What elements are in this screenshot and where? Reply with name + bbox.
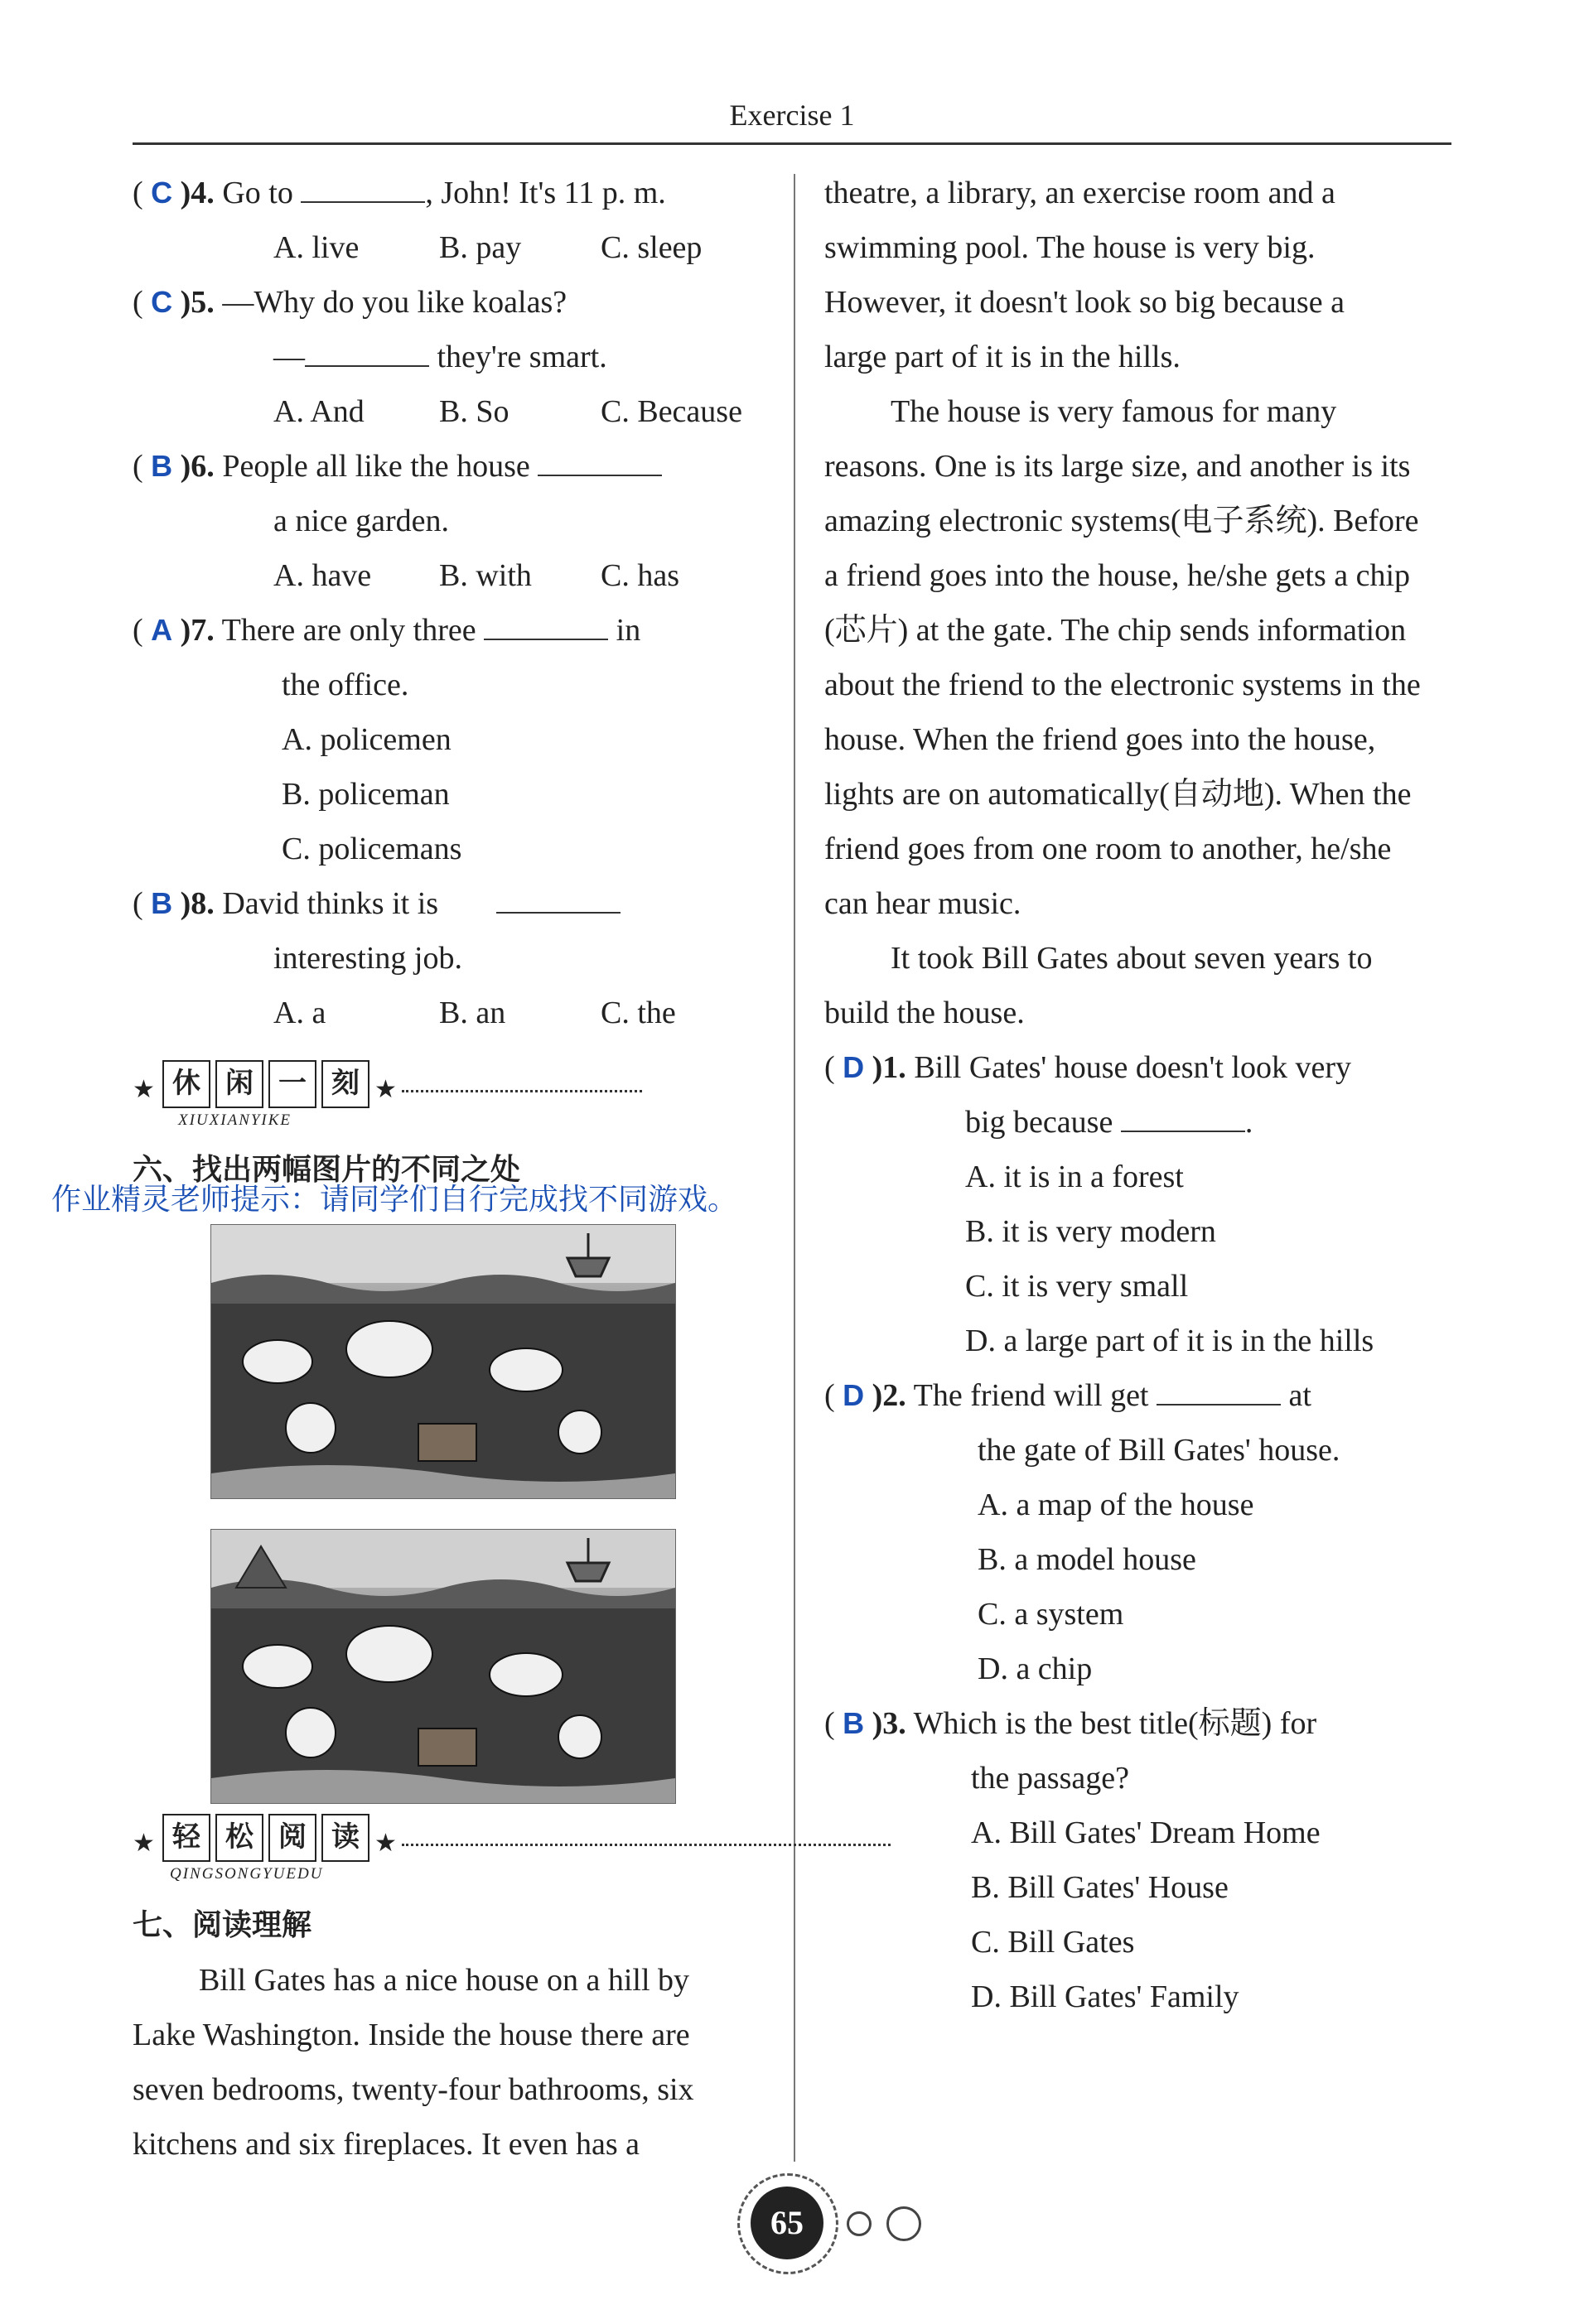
reading-question-1-stem: ( D )1. Bill Gates' house doesn't look very <box>824 1050 1351 1085</box>
question-8-stem: ( B )8. David thinks it is <box>133 885 621 923</box>
passage-line: seven bedrooms, twenty-four bathrooms, six <box>133 2072 694 2107</box>
passage-line: amazing electronic systems(电子系统). Before <box>824 504 1419 538</box>
question-6-stem: ( B )6. People all like the house <box>133 447 662 485</box>
question-6-options: A. have B. with C. has <box>273 558 679 593</box>
passage-line: lights are on automatically(自动地). When the <box>824 777 1412 812</box>
answer-mark: B <box>151 449 173 483</box>
star-icon: ★ <box>133 1075 155 1104</box>
page-header-title: Exercise 1 <box>729 99 855 132</box>
section-pinyin-reading: QINGSONGYUEDU <box>170 1865 324 1883</box>
answer-blank <box>1121 1106 1245 1132</box>
answer-blank <box>301 176 425 203</box>
passage-line: (芯片) at the gate. The chip sends information <box>824 613 1407 648</box>
answer-mark: A <box>151 613 173 647</box>
answer-mark: D <box>843 1378 865 1412</box>
star-icon: ★ <box>374 1829 397 1858</box>
reading-question-3-option-c: C. Bill Gates <box>971 1925 1135 1960</box>
passage-line: about the friend to the electronic systems in the <box>824 668 1421 702</box>
reading-question-3-stem-2: the passage? <box>971 1761 1129 1796</box>
question-7-stem: ( A )7. There are only three in <box>133 613 641 648</box>
question-8-stem-2: interesting job. <box>273 941 462 976</box>
column-divider <box>794 174 795 2162</box>
question-4-options: A. live B. pay C. sleep <box>273 230 703 265</box>
question-4-stem: ( C )4. Go to , John! It's 11 p. m. <box>133 176 666 210</box>
reading-question-1-option-b: B. it is very modern <box>965 1214 1216 1249</box>
star-icon: ★ <box>133 1829 155 1858</box>
section-badge-reading: ★ 轻 松 阅 读 ★ <box>133 1811 646 1868</box>
q6-heading: 六、找出两幅图片的不同之处 <box>133 1153 521 1187</box>
q7-heading: 七、阅读理解 <box>133 1908 312 1942</box>
passage-line: large part of it is in the hills. <box>824 340 1181 374</box>
passage-line: The house is very famous for many <box>891 394 1337 429</box>
header-rule <box>133 142 1451 145</box>
spot-difference-picture-1 <box>210 1224 676 1499</box>
answer-mark: B <box>151 886 173 920</box>
reading-question-3-option-d: D. Bill Gates' Family <box>971 1979 1239 2014</box>
passage-line: However, it doesn't look so big because a <box>824 285 1345 320</box>
question-5-stem-2: — they're smart. <box>273 340 607 374</box>
reading-question-2-option-a: A. a map of the house <box>978 1487 1254 1522</box>
reading-question-1-option-c: C. it is very small <box>965 1269 1189 1304</box>
passage-line: swimming pool. The house is very big. <box>824 230 1316 265</box>
answer-mark: D <box>843 1050 865 1084</box>
dotted-rule <box>402 1844 891 1846</box>
q6-teacher-note: 作业精灵老师提示：请同学们自行完成找不同游戏。 <box>51 1183 738 1217</box>
question-5-options: A. And B. So C. Because <box>273 394 742 429</box>
reading-question-2-option-c: C. a system <box>978 1597 1124 1632</box>
decorative-circle-large <box>886 2206 921 2241</box>
passage-line: It took Bill Gates about seven years to <box>891 941 1373 976</box>
passage-line: friend goes from one room to another, he/she <box>824 832 1392 866</box>
reading-question-2-stem-2: the gate of Bill Gates' house. <box>978 1433 1340 1468</box>
spot-difference-picture-2 <box>210 1529 676 1804</box>
dotted-rule <box>402 1090 642 1092</box>
answer-mark: C <box>151 176 173 210</box>
section-badge-leisure: ★ 休 闲 一 刻 ★ <box>133 1057 646 1115</box>
question-7-option-b: B. policeman <box>282 777 450 812</box>
reading-question-3-option-b: B. Bill Gates' House <box>971 1870 1229 1905</box>
passage-line: theatre, a library, an exercise room and a <box>824 176 1335 210</box>
passage-line: house. When the friend goes into the house, <box>824 722 1376 757</box>
passage-line: can hear music. <box>824 886 1021 921</box>
answer-blank <box>1157 1379 1281 1405</box>
passage-line: reasons. One is its large size, and another is its <box>824 449 1411 484</box>
reading-question-1-option-a: A. it is in a forest <box>965 1160 1184 1194</box>
reading-question-1-stem-2: big because . <box>965 1105 1253 1140</box>
question-8-options: A. a B. an C. the <box>273 996 676 1030</box>
question-6-stem-2: a nice garden. <box>273 504 450 538</box>
answer-blank <box>496 887 621 914</box>
reading-question-3-option-a: A. Bill Gates' Dream Home <box>971 1815 1321 1850</box>
reading-question-2-option-b: B. a model house <box>978 1542 1196 1577</box>
question-5-stem: ( C )5. —Why do you like koalas? <box>133 285 567 320</box>
passage-line: kitchens and six fireplaces. It even has a <box>133 2127 640 2162</box>
answer-mark: B <box>843 1706 865 1740</box>
reading-question-1-option-d: D. a large part of it is in the hills <box>965 1324 1374 1358</box>
passage-line: build the house. <box>824 996 1025 1030</box>
answer-blank <box>305 340 429 367</box>
reading-question-2-option-d: D. a chip <box>978 1651 1093 1686</box>
section-pinyin-leisure: XIUXIANYIKE <box>178 1111 292 1129</box>
answer-blank <box>484 614 608 640</box>
star-icon: ★ <box>374 1075 397 1104</box>
page-number: 65 <box>751 2187 823 2259</box>
answer-blank <box>538 450 662 476</box>
question-7-stem-2: the office. <box>282 668 409 702</box>
passage-line: a friend goes into the house, he/she gets a chip <box>824 558 1411 593</box>
passage-line: Bill Gates has a nice house on a hill by <box>199 1963 690 1998</box>
question-7-option-a: A. policemen <box>282 722 452 757</box>
decorative-circle-small <box>847 2211 872 2236</box>
question-7-option-c: C. policemans <box>282 832 462 866</box>
reading-question-3-stem: ( B )3. Which is the best title(标题) for <box>824 1706 1317 1741</box>
answer-mark: C <box>151 285 173 319</box>
passage-line: Lake Washington. Inside the house there are <box>133 2018 690 2052</box>
reading-question-2-stem: ( D )2. The friend will get at <box>824 1378 1311 1413</box>
